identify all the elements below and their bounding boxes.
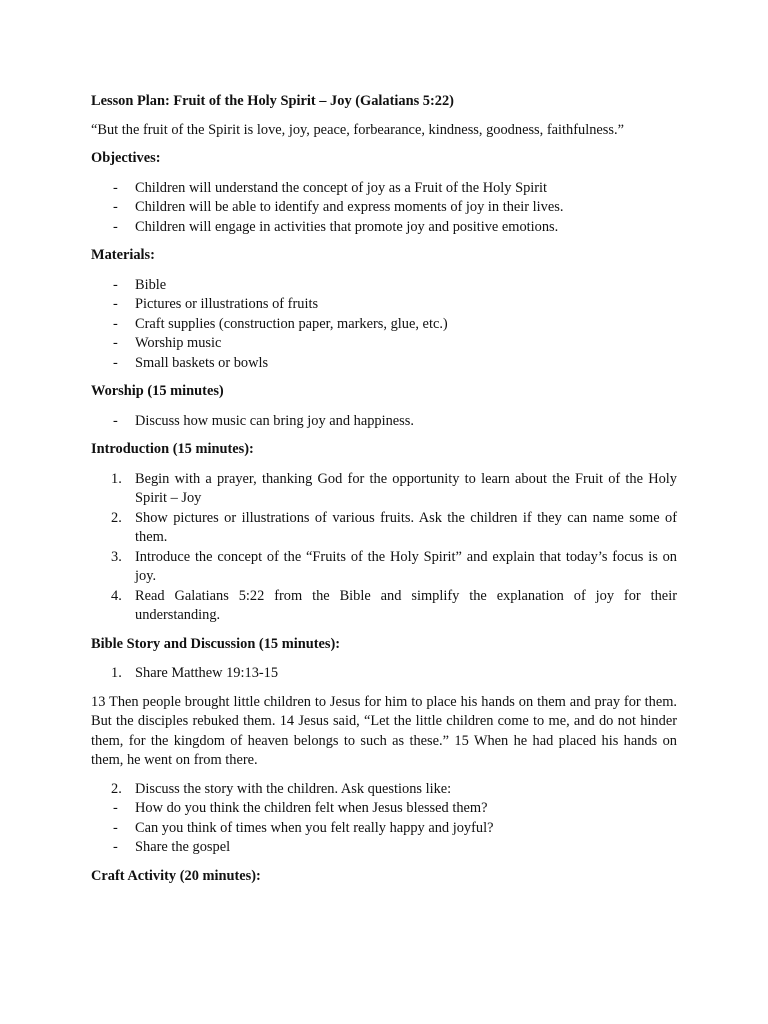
- dash-bullet: -: [113, 199, 118, 215]
- dash-bullet: -: [113, 179, 118, 196]
- list-item: [91, 354, 677, 374]
- numbered-item-text: Share Matthew 19:13-15: [135, 665, 279, 681]
- list-item-text: How do you think the children felt when Jesus blessed them?: [135, 800, 488, 816]
- objectives-list: [91, 179, 677, 238]
- item-number: 1.: [111, 665, 122, 681]
- numbered-item: [91, 470, 677, 509]
- list-item-text: Can you think of times when you felt really happy and joyful?: [135, 819, 494, 836]
- bible-story-step-1: [91, 664, 677, 684]
- numbered-item-text: Show pictures or illustrations of various fruits. Ask the children if they can name some of them.: [135, 509, 677, 545]
- discussion-questions-list: [91, 799, 677, 858]
- dash-bullet: -: [113, 839, 118, 855]
- item-number: 1.: [111, 470, 122, 487]
- bible-verse-quote: “But the fruit of the Spirit is love, joy, peace, forbearance, kindness, goodness, faithfulness.”: [91, 121, 624, 138]
- list-item: [91, 819, 677, 839]
- materials-list: [91, 276, 677, 374]
- list-item-text: Children will engage in activities that promote joy and positive emotions.: [135, 218, 559, 235]
- dash-bullet: -: [113, 218, 118, 235]
- bible-story-heading: Bible Story and Discussion (15 minutes):: [91, 635, 341, 652]
- objectives-heading: Objectives:: [91, 150, 161, 166]
- list-item-text: Bible: [135, 276, 167, 293]
- list-item: [91, 799, 677, 819]
- list-item: [91, 838, 677, 858]
- numbered-item: [91, 780, 677, 800]
- dash-bullet: -: [113, 800, 118, 816]
- list-item: [91, 218, 677, 238]
- list-item-text: Share the gospel: [135, 839, 231, 855]
- materials-heading: Materials:: [91, 247, 155, 263]
- list-item-text: Children will be able to identify and express moments of joy in their lives.: [135, 199, 564, 215]
- list-item: [91, 315, 677, 335]
- list-item-text: Worship music: [135, 335, 222, 351]
- dash-bullet: -: [113, 315, 118, 332]
- document-body: [91, 92, 677, 886]
- list-item-text: Children will understand the concept of joy as a Fruit of the Holy Spirit: [135, 179, 548, 196]
- list-item: [91, 276, 677, 296]
- dash-bullet: -: [113, 296, 118, 312]
- list-item-text: Small baskets or bowls: [135, 354, 269, 371]
- page-title: Lesson Plan: Fruit of the Holy Spirit – Joy (Galatians 5:22): [91, 93, 454, 109]
- numbered-item-text: Discuss the story with the children. Ask questions like:: [135, 780, 452, 797]
- list-item-text: Pictures or illustrations of fruits: [135, 296, 319, 312]
- list-item: [91, 179, 677, 199]
- scripture-passage: 13 Then people brought little children to Jesus for him to place his hands on them and pray for them. But the disciples rebuked them. 14 Jesus said, “Let the little children come to me, and do not hinder them, for the kingdom of heaven belongs to such as these.” 15 When he had placed his hands on them, he went on from there.: [91, 693, 677, 768]
- numbered-item: [91, 509, 677, 548]
- list-item: [91, 295, 677, 315]
- bible-story-step-2: [91, 780, 677, 800]
- numbered-item: [91, 548, 677, 587]
- dash-bullet: -: [113, 335, 118, 351]
- numbered-item: [91, 587, 677, 626]
- numbered-item-text: Introduce the concept of the “Fruits of the Holy Spirit” and explain that today’s focus is on joy.: [135, 548, 677, 584]
- list-item: [91, 198, 677, 218]
- list-item-text: Discuss how music can bring joy and happiness.: [135, 412, 414, 429]
- item-number: 3.: [111, 548, 122, 565]
- dash-bullet: -: [113, 354, 118, 371]
- item-number: 4.: [111, 587, 122, 604]
- dash-bullet: -: [113, 819, 118, 836]
- worship-list: [91, 412, 677, 432]
- worship-heading: Worship (15 minutes): [91, 383, 224, 399]
- item-number: 2.: [111, 509, 122, 526]
- list-item: [91, 412, 677, 432]
- dash-bullet: -: [113, 276, 118, 293]
- introduction-list: [91, 470, 677, 626]
- numbered-item-text: Read Galatians 5:22 from the Bible and simplify the explanation of joy for their understanding.: [135, 587, 677, 623]
- numbered-item-text: Begin with a prayer, thanking God for the opportunity to learn about the Fruit of the Holy Spirit – Joy: [135, 470, 677, 506]
- list-item: [91, 334, 677, 354]
- dash-bullet: -: [113, 412, 118, 429]
- numbered-item: [91, 664, 677, 684]
- item-number: 2.: [111, 780, 122, 797]
- list-item-text: Craft supplies (construction paper, markers, glue, etc.): [135, 315, 448, 332]
- craft-activity-heading: Craft Activity (20 minutes):: [91, 867, 261, 884]
- introduction-heading: Introduction (15 minutes):: [91, 441, 254, 457]
